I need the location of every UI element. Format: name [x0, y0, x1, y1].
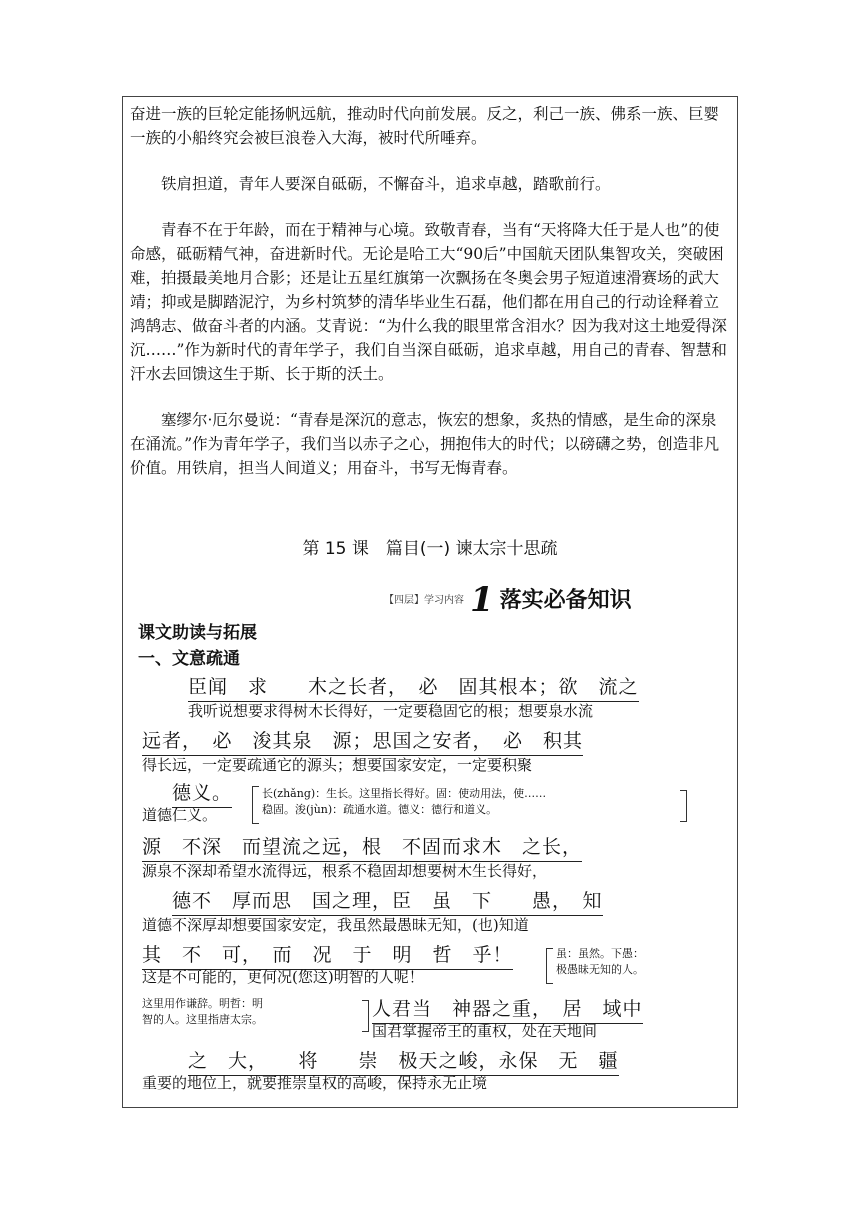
- heading-main: 课文助读与拓展: [138, 623, 257, 643]
- note-3: [142, 996, 263, 1028]
- note-2-bracket: [546, 948, 553, 984]
- translation-line-2: 得长远，一定要疏通它的源头；想要国家安定，一定要积聚: [142, 756, 533, 774]
- original-line-6: 其 不 可， 而 况 于 明 哲 乎！: [142, 940, 513, 967]
- translation-line-6: 这是不可能的，更何况(您这)明智的人呢！: [142, 968, 424, 986]
- note-2-line-1: 虽：虽然。下愚：: [556, 947, 644, 960]
- original-line-8: 之 大， 将 崇 极天之峻，永保 无 疆: [188, 1046, 619, 1073]
- banner-number: 1: [470, 580, 494, 620]
- note-1: [262, 786, 546, 818]
- original-line-5: 德不 厚而思 国之理，臣 虽 下 愚， 知: [172, 886, 603, 913]
- note-1-line-2: 稳固。浚(jùn)：疏通水道。德义：德行和道义。: [262, 803, 498, 816]
- note-1-line-1: 长(zhǎng)：生长。这里指长得好。固：使动用法，使……: [262, 787, 547, 800]
- section-banner: [384, 580, 632, 620]
- essay-paragraph-1: 奋进一族的巨轮定能扬帆远航，推动时代向前发展。反之，利己一族、佛系一族、巨婴一族的小船终究会被巨浪卷入大海，被时代所唾弃。: [130, 105, 720, 147]
- translation-line-8: 重要的地位上，就要推崇皇权的高峻，保持永无止境: [142, 1074, 488, 1092]
- original-line-4: 源 不深 而望流之远，根 不固而求木 之长，: [142, 832, 582, 859]
- translation-line-7: 国君掌握帝王的重权，处在天地间: [372, 1022, 598, 1040]
- banner-title: 落实必备知识: [499, 588, 632, 613]
- original-line-2: 远者， 必 浚其泉 源；思国之安者， 必 积其: [142, 726, 583, 753]
- original-line-3: 德义。: [172, 778, 232, 805]
- note-3-line-1: 这里用作谦辞。明哲：明: [142, 997, 263, 1010]
- translation-line-3: 道德仁义。: [142, 806, 218, 824]
- original-line-1: 臣闻 求 木之长者， 必 固其根本；欲 流之: [188, 672, 639, 699]
- textbook-scan: [136, 576, 710, 1096]
- lesson-title: 第 15 课 篇目(一) 谏太宗十思疏: [302, 539, 558, 559]
- heading-sub: 一、文意疏通: [138, 649, 240, 669]
- note-2: [556, 946, 644, 978]
- note-3-bracket: [362, 1000, 369, 1032]
- note-bracket-right: [680, 790, 687, 822]
- note-2-line-2: 极愚昧无知的人。: [556, 963, 644, 976]
- translation-line-1: 我听说想要求得树木长得好，一定要稳固它的根；想要泉水流: [188, 702, 594, 720]
- essay-paragraph-3: 青春不在于年龄，而在于精神与心境。致敬青春，当有“天将降大任于是人也”的使命感，砥砺精气神，奋进新时代。无论是哈工大“90后”中国航天团队集智攻关，突破困难，拍摄最美地月合影；还是让五星红旗第一次飘扬在冬奥会男子短道速滑赛场的武大靖；抑或是脚踏泥泞，为乡村筑梦的清华毕业生石磊，他们都在用自己的行动诠释着立鸿鹄志、做奋斗者的内涵。艾青说：“为什么我的眼里常含泪水？因为我对这土地爱得深沉……”作为新时代的青年学子，我们自当深自砥砺，追求卓越，用自己的青春、智慧和汗水去回馈这生于斯、长于斯的沃土。: [130, 221, 727, 383]
- banner-tag: 【四层】学习内容: [384, 595, 464, 606]
- original-line-7: 人君当 神器之重， 居 域中: [372, 994, 643, 1021]
- note-bracket-left: [252, 786, 259, 824]
- translation-line-5: 道德不深厚却想要国家安定，我虽然最愚昧无知，(也)知道: [142, 916, 529, 934]
- essay-paragraph-4: 塞缪尔·厄尔曼说：“青春是深沉的意志，恢宏的想象，炙热的情感，是生命的深泉在涌流。”作为青年学子，我们当以赤子之心，拥抱伟大的时代；以磅礴之势，创造非凡价值。用铁肩，担当人间道义；用奋斗，书写无悔青春。: [130, 411, 720, 477]
- translation-line-4: 源泉不深却希望水流得远，根系不稳固却想要树木生长得好，: [142, 862, 548, 880]
- note-3-line-2: 智的人。这里指唐太宗。: [142, 1013, 263, 1026]
- essay-paragraph-2: 铁肩担道，青年人要深自砥砺，不懈奋斗，追求卓越，踏歌前行。: [161, 175, 611, 193]
- essay-text: [130, 102, 730, 502]
